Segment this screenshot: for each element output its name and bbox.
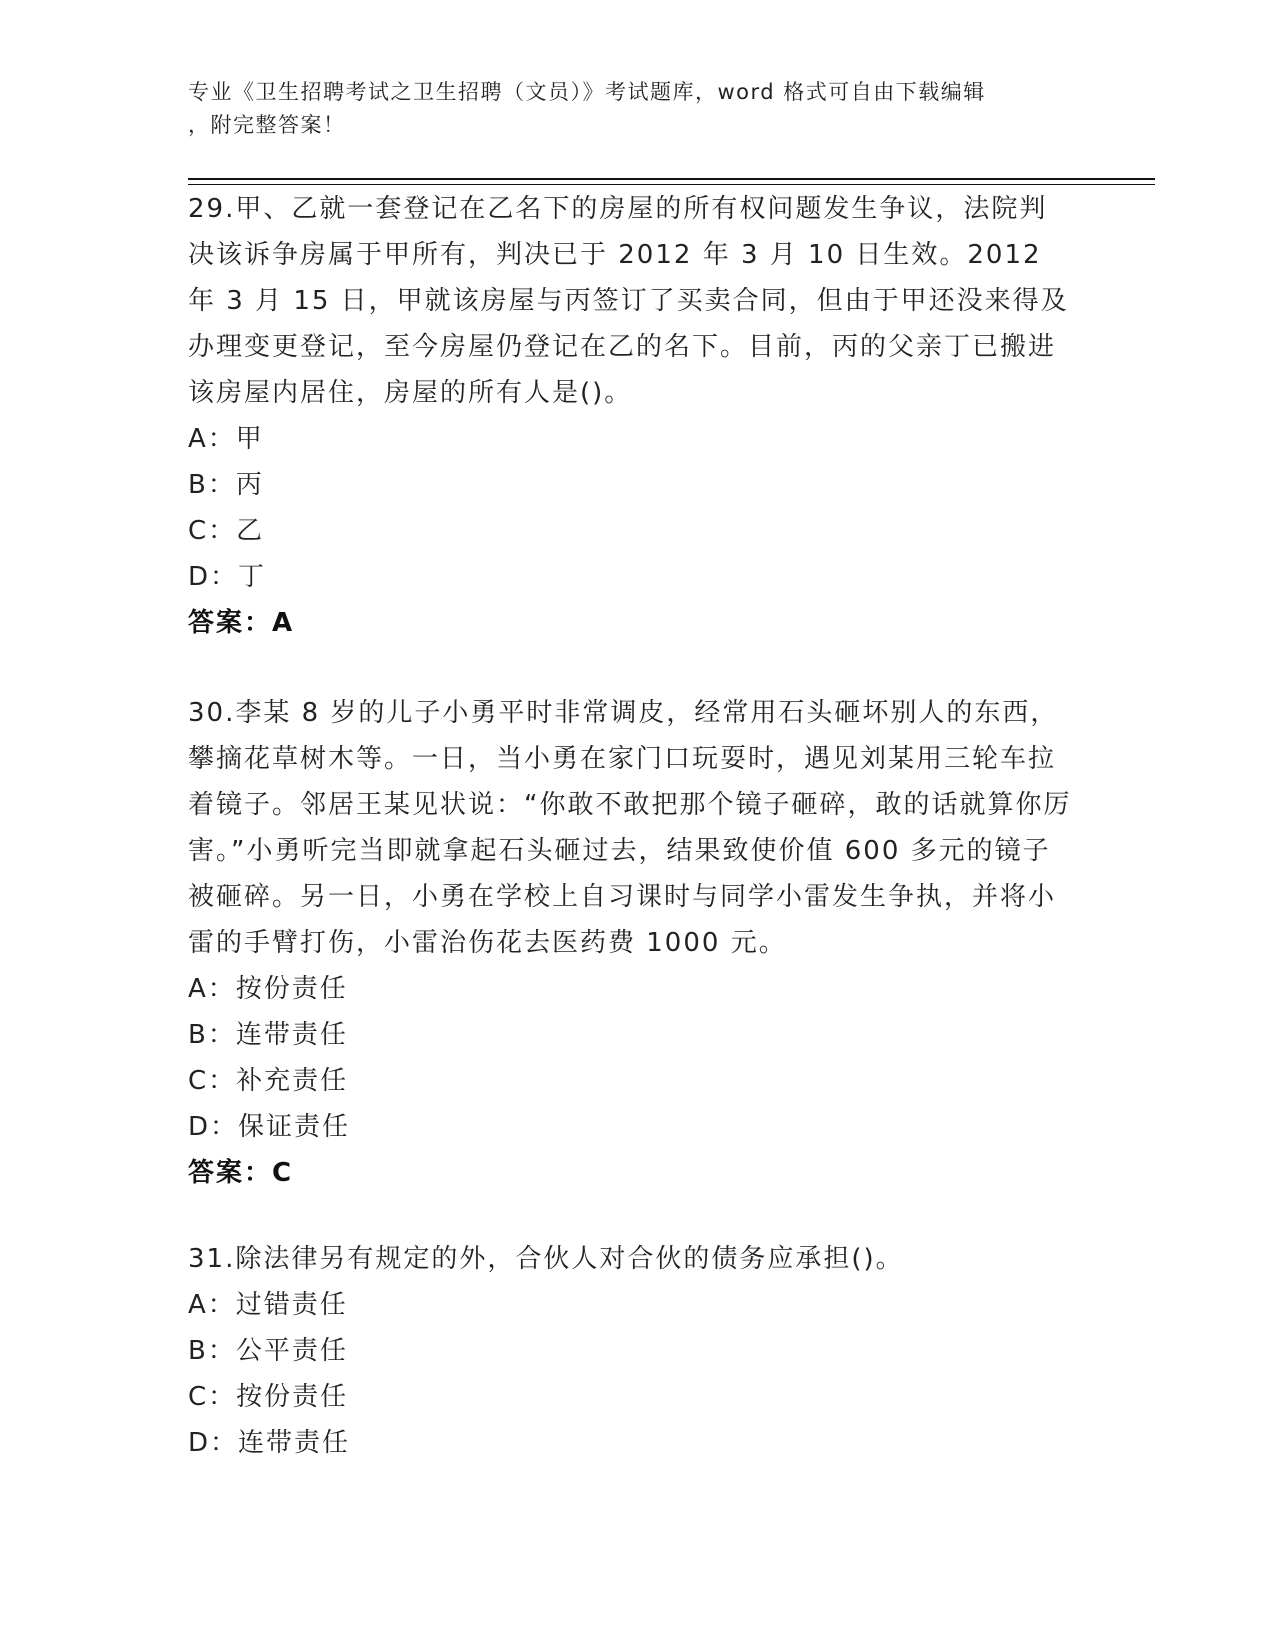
header-divider-thick bbox=[188, 178, 1155, 180]
header-title-line1: 专业《卫生招聘考试之卫生招聘（文员）》考试题库，word 格式可自由下载编辑 bbox=[188, 80, 986, 104]
option-a: A：过错责任 bbox=[188, 1290, 348, 1320]
option-d: D：连带责任 bbox=[188, 1428, 351, 1458]
option-c: C：乙 bbox=[188, 516, 265, 546]
question-29 bbox=[188, 186, 1073, 646]
answer-label: 答案：C bbox=[188, 1158, 294, 1188]
header-title-line2: ，附完整答案！ bbox=[188, 113, 346, 137]
document-header bbox=[188, 76, 1068, 142]
option-a: A：按份责任 bbox=[188, 974, 348, 1004]
question-31 bbox=[188, 1236, 1073, 1466]
option-d: D：保证责任 bbox=[188, 1112, 351, 1142]
option-d: D：丁 bbox=[188, 562, 267, 592]
header-divider-thin bbox=[188, 184, 1155, 185]
answer-label: 答案：A bbox=[188, 608, 295, 638]
option-b: B：连带责任 bbox=[188, 1020, 348, 1050]
option-c: C：按份责任 bbox=[188, 1382, 349, 1412]
option-b: B：丙 bbox=[188, 470, 264, 500]
question-stem: 30.李某 8 岁的儿子小勇平时非常调皮，经常用石头砸坏别人的东西，攀摘花草树木等。一日，当小勇在家门口玩耍时，遇见刘某用三轮车拉着镜子。邻居王某见状说：“你敢不敢把那个镜子砸碎，敢的话就算你厉害。”小勇听完当即就拿起石头砸过去，结果致使价值 600 多元的镜子被砸碎。另一日，小勇在学校上自习课时与同学小雷发生争执，并将小雷的手臂打伤，小雷治伤花去医药费 1000 元。 bbox=[188, 698, 1072, 958]
question-stem: 29.甲、乙就一套登记在乙名下的房屋的所有权问题发生争议，法院判决该诉争房属于甲所有，判决已于 2012 年 3 月 10 日生效。2012 年 3 月 15 日，甲就该房屋与丙签订了买卖合同，但由于甲还没来得及办理变更登记，至今房屋仍登记在乙的名下。目前，丙的父亲丁已搬进该房屋内居住，房屋的所有人是()。 bbox=[188, 194, 1069, 408]
option-a: A：甲 bbox=[188, 424, 264, 454]
option-c: C：补充责任 bbox=[188, 1066, 349, 1096]
option-b: B：公平责任 bbox=[188, 1336, 348, 1366]
question-stem: 31.除法律另有规定的外，合伙人对合伙的债务应承担()。 bbox=[188, 1244, 904, 1274]
question-30 bbox=[188, 690, 1073, 1196]
